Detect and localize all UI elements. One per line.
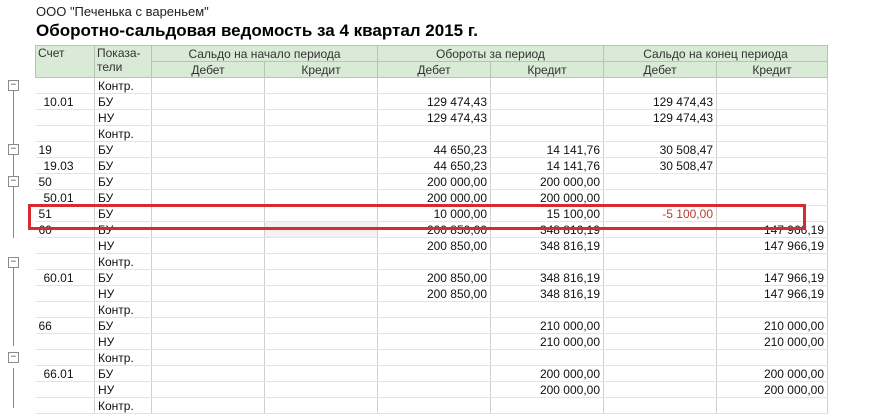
table-row[interactable] bbox=[36, 398, 828, 414]
cell-turnover-credit[interactable]: 200 000,00 bbox=[491, 190, 604, 206]
cell-turnover-credit[interactable]: 14 141,76 bbox=[491, 142, 604, 158]
cell-turnover-debit[interactable]: 200 850,00 bbox=[378, 238, 491, 254]
cell-indicator[interactable]: БУ bbox=[95, 270, 152, 286]
table-row[interactable] bbox=[36, 334, 828, 350]
cell-indicator[interactable]: Контр. bbox=[95, 398, 152, 414]
table-row[interactable] bbox=[36, 366, 828, 382]
cell-opening-debit[interactable] bbox=[152, 222, 265, 238]
collapse-icon[interactable]: − bbox=[8, 144, 19, 155]
cell-account[interactable] bbox=[36, 334, 95, 350]
cell-turnover-debit[interactable]: 200 000,00 bbox=[378, 190, 491, 206]
cell-opening-credit[interactable] bbox=[265, 270, 378, 286]
table-row[interactable] bbox=[36, 174, 828, 190]
cell-turnover-credit[interactable] bbox=[491, 398, 604, 414]
cell-indicator[interactable]: НУ bbox=[95, 238, 152, 254]
cell-closing-debit[interactable]: 129 474,43 bbox=[604, 110, 717, 126]
cell-opening-credit[interactable] bbox=[265, 382, 378, 398]
cell-account[interactable]: 19.03 bbox=[36, 158, 95, 174]
cell-turnover-credit[interactable]: 200 000,00 bbox=[491, 382, 604, 398]
table-row[interactable] bbox=[36, 382, 828, 398]
cell-closing-credit[interactable] bbox=[717, 190, 828, 206]
cell-turnover-credit[interactable]: 15 100,00 bbox=[491, 206, 604, 222]
cell-closing-credit[interactable] bbox=[717, 398, 828, 414]
cell-indicator[interactable]: НУ bbox=[95, 382, 152, 398]
cell-closing-debit[interactable] bbox=[604, 366, 717, 382]
cell-opening-credit[interactable] bbox=[265, 110, 378, 126]
cell-opening-credit[interactable] bbox=[265, 318, 378, 334]
cell-opening-credit[interactable] bbox=[265, 126, 378, 142]
cell-turnover-credit[interactable]: 14 141,76 bbox=[491, 158, 604, 174]
cell-opening-debit[interactable] bbox=[152, 142, 265, 158]
cell-opening-debit[interactable] bbox=[152, 110, 265, 126]
cell-opening-debit[interactable] bbox=[152, 126, 265, 142]
cell-opening-debit[interactable] bbox=[152, 78, 265, 94]
cell-turnover-credit[interactable]: 348 816,19 bbox=[491, 270, 604, 286]
cell-indicator[interactable]: БУ bbox=[95, 366, 152, 382]
cell-closing-debit[interactable]: 129 474,43 bbox=[604, 94, 717, 110]
cell-turnover-debit[interactable] bbox=[378, 254, 491, 270]
cell-opening-debit[interactable] bbox=[152, 302, 265, 318]
cell-account[interactable]: 50 bbox=[36, 174, 95, 190]
cell-closing-credit[interactable] bbox=[717, 206, 828, 222]
cell-turnover-credit[interactable] bbox=[491, 302, 604, 318]
company-name: ООО "Печенька с вареньем" bbox=[36, 4, 209, 19]
cell-indicator[interactable]: БУ bbox=[95, 158, 152, 174]
cell-closing-credit[interactable] bbox=[717, 350, 828, 366]
cell-turnover-credit[interactable] bbox=[491, 254, 604, 270]
cell-turnover-debit[interactable] bbox=[378, 78, 491, 94]
cell-closing-debit[interactable] bbox=[604, 126, 717, 142]
cell-indicator[interactable]: Контр. bbox=[95, 350, 152, 366]
cell-closing-debit[interactable] bbox=[604, 270, 717, 286]
header-turnover-debit[interactable]: Дебет bbox=[378, 62, 491, 78]
cell-opening-credit[interactable] bbox=[265, 366, 378, 382]
cell-closing-credit[interactable]: 147 966,19 bbox=[717, 270, 828, 286]
cell-opening-debit[interactable] bbox=[152, 238, 265, 254]
cell-opening-credit[interactable] bbox=[265, 254, 378, 270]
cell-indicator[interactable]: БУ bbox=[95, 174, 152, 190]
cell-account[interactable]: 60 bbox=[36, 222, 95, 238]
cell-turnover-debit[interactable]: 200 850,00 bbox=[378, 222, 491, 238]
header-indicators[interactable] bbox=[95, 46, 152, 78]
table-row[interactable] bbox=[36, 302, 828, 318]
cell-opening-credit[interactable] bbox=[265, 222, 378, 238]
cell-indicator[interactable]: НУ bbox=[95, 286, 152, 302]
cell-turnover-credit[interactable]: 200 000,00 bbox=[491, 174, 604, 190]
cell-closing-credit[interactable] bbox=[717, 158, 828, 174]
cell-account[interactable] bbox=[36, 286, 95, 302]
cell-account[interactable] bbox=[36, 110, 95, 126]
cell-closing-credit[interactable] bbox=[717, 302, 828, 318]
cell-account[interactable]: 10.01 bbox=[36, 94, 95, 110]
cell-turnover-credit[interactable]: 348 816,19 bbox=[491, 286, 604, 302]
cell-indicator[interactable]: БУ bbox=[95, 318, 152, 334]
cell-opening-debit[interactable] bbox=[152, 158, 265, 174]
cell-closing-credit[interactable] bbox=[717, 254, 828, 270]
cell-closing-credit[interactable]: 147 966,19 bbox=[717, 222, 828, 238]
cell-opening-debit[interactable] bbox=[152, 270, 265, 286]
cell-opening-debit[interactable] bbox=[152, 254, 265, 270]
header-closing-balance[interactable]: Сальдо на конец периода bbox=[604, 46, 828, 62]
cell-closing-credit[interactable]: 210 000,00 bbox=[717, 318, 828, 334]
cell-closing-debit[interactable] bbox=[604, 286, 717, 302]
header-indicators-line1: Показа- bbox=[97, 46, 141, 60]
collapse-icon[interactable]: − bbox=[8, 80, 19, 91]
cell-account[interactable]: 60.01 bbox=[36, 270, 95, 286]
cell-turnover-debit[interactable] bbox=[378, 382, 491, 398]
cell-opening-credit[interactable] bbox=[265, 206, 378, 222]
cell-opening-debit[interactable] bbox=[152, 318, 265, 334]
cell-indicator[interactable]: Контр. bbox=[95, 78, 152, 94]
cell-account[interactable]: 50.01 bbox=[36, 190, 95, 206]
cell-account[interactable] bbox=[36, 350, 95, 366]
cell-opening-credit[interactable] bbox=[265, 286, 378, 302]
cell-closing-debit[interactable] bbox=[604, 78, 717, 94]
cell-closing-debit[interactable] bbox=[604, 398, 717, 414]
cell-account[interactable]: 66 bbox=[36, 318, 95, 334]
cell-closing-credit[interactable] bbox=[717, 126, 828, 142]
collapse-icon[interactable]: − bbox=[8, 176, 19, 187]
cell-closing-credit[interactable] bbox=[717, 94, 828, 110]
cell-closing-credit[interactable]: 210 000,00 bbox=[717, 334, 828, 350]
cell-closing-debit[interactable] bbox=[604, 222, 717, 238]
header-opening-balance[interactable]: Сальдо на начало периода bbox=[152, 46, 378, 62]
cell-account[interactable] bbox=[36, 254, 95, 270]
cell-closing-debit[interactable]: 30 508,47 bbox=[604, 158, 717, 174]
cell-account[interactable] bbox=[36, 78, 95, 94]
cell-turnover-debit[interactable] bbox=[378, 398, 491, 414]
cell-closing-credit[interactable] bbox=[717, 174, 828, 190]
table-row[interactable] bbox=[36, 222, 828, 238]
cell-turnover-debit[interactable]: 129 474,43 bbox=[378, 94, 491, 110]
report-title: Оборотно-сальдовая ведомость за 4 квартал 2015 г. bbox=[36, 21, 478, 40]
cell-opening-debit[interactable] bbox=[152, 366, 265, 382]
cell-indicator[interactable]: НУ bbox=[95, 110, 152, 126]
cell-closing-debit[interactable] bbox=[604, 174, 717, 190]
table-row[interactable] bbox=[36, 286, 828, 302]
table-row[interactable] bbox=[36, 318, 828, 334]
cell-indicator[interactable]: Контр. bbox=[95, 126, 152, 142]
header-closing-debit[interactable]: Дебет bbox=[604, 62, 717, 78]
cell-opening-debit[interactable] bbox=[152, 190, 265, 206]
cell-turnover-debit[interactable] bbox=[378, 318, 491, 334]
cell-account[interactable]: 19 bbox=[36, 142, 95, 158]
cell-closing-credit[interactable]: 200 000,00 bbox=[717, 366, 828, 382]
cell-opening-debit[interactable] bbox=[152, 94, 265, 110]
cell-indicator[interactable]: БУ bbox=[95, 222, 152, 238]
cell-closing-debit[interactable] bbox=[604, 382, 717, 398]
header-indicators-line2: тели bbox=[97, 60, 123, 74]
cell-closing-credit[interactable] bbox=[717, 110, 828, 126]
table-body bbox=[36, 78, 828, 414]
cell-closing-debit[interactable] bbox=[604, 254, 717, 270]
cell-turnover-debit[interactable]: 44 650,23 bbox=[378, 158, 491, 174]
cell-indicator[interactable]: БУ bbox=[95, 206, 152, 222]
cell-turnover-debit[interactable] bbox=[378, 334, 491, 350]
cell-closing-credit[interactable] bbox=[717, 78, 828, 94]
cell-turnover-debit[interactable]: 200 000,00 bbox=[378, 174, 491, 190]
cell-turnover-credit[interactable] bbox=[491, 350, 604, 366]
cell-turnover-debit[interactable]: 200 850,00 bbox=[378, 286, 491, 302]
table-row[interactable] bbox=[36, 238, 828, 254]
cell-account[interactable] bbox=[36, 238, 95, 254]
cell-indicator[interactable]: БУ bbox=[95, 94, 152, 110]
cell-opening-credit[interactable] bbox=[265, 94, 378, 110]
cell-closing-credit[interactable]: 147 966,19 bbox=[717, 286, 828, 302]
cell-turnover-credit[interactable]: 210 000,00 bbox=[491, 318, 604, 334]
table-row[interactable] bbox=[36, 350, 828, 366]
header-turnover[interactable]: Обороты за период bbox=[378, 46, 604, 62]
cell-opening-debit[interactable] bbox=[152, 286, 265, 302]
cell-opening-credit[interactable] bbox=[265, 190, 378, 206]
cell-turnover-credit[interactable]: 210 000,00 bbox=[491, 334, 604, 350]
cell-opening-credit[interactable] bbox=[265, 302, 378, 318]
cell-turnover-credit[interactable] bbox=[491, 94, 604, 110]
table-row[interactable] bbox=[36, 190, 828, 206]
cell-opening-credit[interactable] bbox=[265, 174, 378, 190]
cell-closing-debit[interactable]: -5 100,00 bbox=[604, 206, 717, 222]
collapse-icon[interactable]: − bbox=[8, 352, 19, 363]
table-row[interactable] bbox=[36, 110, 828, 126]
cell-opening-credit[interactable] bbox=[265, 238, 378, 254]
cell-closing-credit[interactable] bbox=[717, 142, 828, 158]
table-row[interactable] bbox=[36, 142, 828, 158]
cell-opening-debit[interactable] bbox=[152, 350, 265, 366]
cell-account[interactable]: 51 bbox=[36, 206, 95, 222]
cell-turnover-debit[interactable]: 44 650,23 bbox=[378, 142, 491, 158]
header-opening-debit[interactable]: Дебет bbox=[152, 62, 265, 78]
cell-turnover-credit[interactable] bbox=[491, 78, 604, 94]
cell-opening-debit[interactable] bbox=[152, 206, 265, 222]
cell-turnover-debit[interactable] bbox=[378, 126, 491, 142]
table-row[interactable] bbox=[36, 94, 828, 110]
cell-opening-credit[interactable] bbox=[265, 350, 378, 366]
cell-account[interactable] bbox=[36, 382, 95, 398]
cell-opening-debit[interactable] bbox=[152, 398, 265, 414]
cell-closing-credit[interactable]: 200 000,00 bbox=[717, 382, 828, 398]
cell-turnover-debit[interactable] bbox=[378, 302, 491, 318]
cell-opening-debit[interactable] bbox=[152, 382, 265, 398]
cell-indicator[interactable]: НУ bbox=[95, 334, 152, 350]
cell-closing-debit[interactable] bbox=[604, 350, 717, 366]
cell-turnover-debit[interactable] bbox=[378, 366, 491, 382]
cell-indicator[interactable]: БУ bbox=[95, 142, 152, 158]
cell-account[interactable] bbox=[36, 398, 95, 414]
tree-gutter bbox=[0, 76, 35, 406]
cell-turnover-credit[interactable]: 348 816,19 bbox=[491, 222, 604, 238]
cell-indicator[interactable]: БУ bbox=[95, 190, 152, 206]
header-turnover-credit[interactable]: Кредит bbox=[491, 62, 604, 78]
cell-indicator[interactable]: Контр. bbox=[95, 254, 152, 270]
table-row[interactable] bbox=[36, 158, 828, 174]
header-closing-credit[interactable]: Кредит bbox=[717, 62, 828, 78]
collapse-icon[interactable]: − bbox=[8, 257, 19, 268]
header-account[interactable]: Счет bbox=[36, 46, 95, 78]
cell-turnover-debit[interactable]: 200 850,00 bbox=[378, 270, 491, 286]
cell-closing-debit[interactable]: 30 508,47 bbox=[604, 142, 717, 158]
cell-closing-debit[interactable] bbox=[604, 318, 717, 334]
turnover-balance-table bbox=[35, 45, 828, 414]
cell-opening-credit[interactable] bbox=[265, 398, 378, 414]
table-row[interactable] bbox=[36, 206, 828, 222]
cell-opening-debit[interactable] bbox=[152, 174, 265, 190]
table-row[interactable] bbox=[36, 78, 828, 94]
cell-turnover-debit[interactable]: 129 474,43 bbox=[378, 110, 491, 126]
cell-turnover-credit[interactable] bbox=[491, 110, 604, 126]
cell-turnover-credit[interactable]: 348 816,19 bbox=[491, 238, 604, 254]
cell-turnover-debit[interactable]: 10 000,00 bbox=[378, 206, 491, 222]
cell-turnover-credit[interactable] bbox=[491, 126, 604, 142]
cell-indicator[interactable]: Контр. bbox=[95, 302, 152, 318]
cell-account[interactable] bbox=[36, 302, 95, 318]
cell-closing-debit[interactable] bbox=[604, 238, 717, 254]
cell-opening-credit[interactable] bbox=[265, 78, 378, 94]
cell-opening-credit[interactable] bbox=[265, 142, 378, 158]
table-row[interactable] bbox=[36, 270, 828, 286]
cell-opening-debit[interactable] bbox=[152, 334, 265, 350]
cell-account[interactable] bbox=[36, 126, 95, 142]
cell-opening-credit[interactable] bbox=[265, 334, 378, 350]
cell-turnover-credit[interactable]: 200 000,00 bbox=[491, 366, 604, 382]
cell-closing-debit[interactable] bbox=[604, 334, 717, 350]
table-row[interactable] bbox=[36, 254, 828, 270]
cell-closing-credit[interactable]: 147 966,19 bbox=[717, 238, 828, 254]
cell-opening-credit[interactable] bbox=[265, 158, 378, 174]
cell-closing-debit[interactable] bbox=[604, 302, 717, 318]
table-row[interactable] bbox=[36, 126, 828, 142]
cell-account[interactable]: 66.01 bbox=[36, 366, 95, 382]
cell-closing-debit[interactable] bbox=[604, 190, 717, 206]
cell-turnover-debit[interactable] bbox=[378, 350, 491, 366]
header-opening-credit[interactable]: Кредит bbox=[265, 62, 378, 78]
